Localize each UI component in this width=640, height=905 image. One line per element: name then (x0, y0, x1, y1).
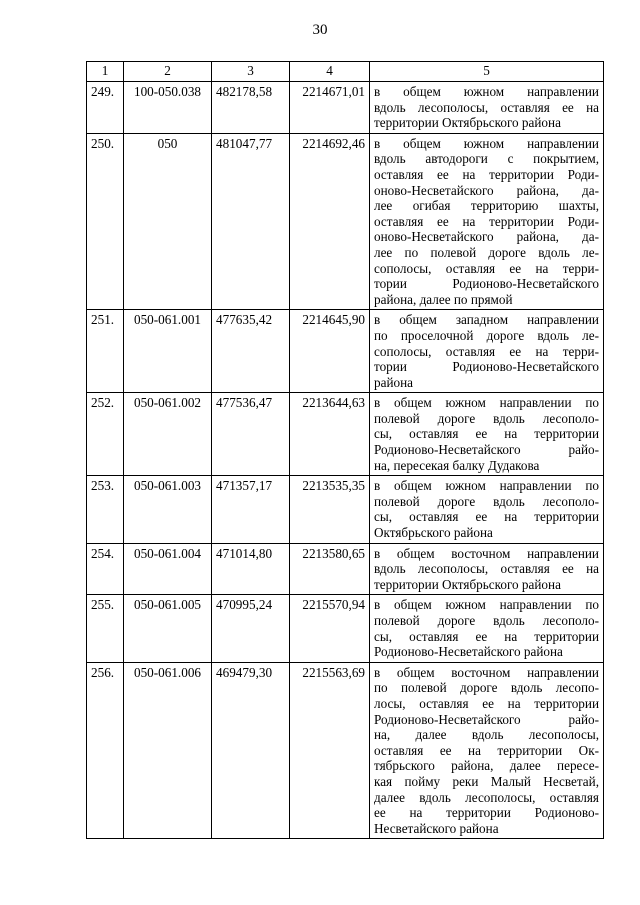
coordinate-y-cell: 2214692,46 (290, 133, 370, 310)
coordinate-y-cell: 2213580,65 (290, 543, 370, 595)
description-line: сы, оставляя ее на территории (374, 426, 599, 442)
description-line: оново-Несветайского района, да- (374, 229, 599, 245)
column-header-3: 3 (212, 62, 290, 82)
description-line: Родионово-Несветайского райо- (374, 711, 599, 727)
column-header-2: 2 (124, 62, 212, 82)
description-line: района (374, 374, 414, 390)
description-line: в общем восточном направлении (374, 545, 599, 561)
description-line: в общем южном направлении по (374, 478, 599, 494)
boundary-coordinates-table (86, 61, 604, 839)
description-line: Родионово-Несветайского района (374, 644, 563, 660)
coordinate-x-cell: 482178,58 (212, 82, 290, 134)
row-number-cell: 256. (87, 662, 124, 839)
coordinate-x-cell: 471357,17 (212, 476, 290, 543)
description-line: ее на территории Родионово- (374, 805, 599, 821)
description-line: Родионово-Несветайского райо- (374, 442, 599, 458)
route-description-cell (370, 543, 604, 595)
description-line: по полевой дороге вдоль лесопо- (374, 680, 599, 696)
description-line: полевой дороге вдоль лесополо- (374, 410, 599, 426)
description-line: вдоль лесополосы, оставляя ее на (374, 99, 599, 115)
description-line: сополосы, оставляя ее на терри- (374, 260, 599, 276)
row-number-cell: 250. (87, 133, 124, 310)
description-line: сы, оставляя ее на территории (374, 509, 599, 525)
description-line: по проселочной дороге вдоль ле- (374, 327, 599, 343)
description-line: оставляя ее на территории Роди- (374, 166, 599, 182)
table-row (87, 662, 604, 839)
table-row (87, 133, 604, 310)
route-description-cell (370, 595, 604, 662)
description-line: на, пересекая балку Дудакова (374, 457, 540, 473)
description-line: оставляя ее на территории Ок- (374, 742, 599, 758)
description-line: вдоль автодороги с покрытием, (374, 151, 599, 167)
route-description-cell (370, 310, 604, 393)
description-line: в общем восточном направлении (374, 664, 599, 680)
table-row (87, 393, 604, 476)
description-line: в общем южном направлении (374, 84, 599, 99)
description-line: далее вдоль лесополосы, оставляя (374, 789, 599, 805)
point-code-cell: 050-061.002 (124, 393, 212, 476)
description-line: Октябрьского района (374, 525, 493, 541)
coordinate-y-cell: 2213644,63 (290, 393, 370, 476)
point-code-cell: 050-061.006 (124, 662, 212, 839)
point-code-cell: 050-061.003 (124, 476, 212, 543)
description-line: района, далее по прямой (374, 291, 513, 307)
description-line: кая пойму реки Малый Несветай, (374, 773, 599, 789)
point-code-cell: 050 (124, 133, 212, 310)
coordinate-x-cell: 471014,80 (212, 543, 290, 595)
coordinate-x-cell: 477536,47 (212, 393, 290, 476)
table-header-row (87, 62, 604, 82)
table-row (87, 543, 604, 595)
description-line: Несветайского района (374, 820, 499, 836)
description-line: лосы, оставляя ее на территории (374, 695, 599, 711)
coordinate-x-cell: 477635,42 (212, 310, 290, 393)
description-line: вдоль лесополосы, оставляя ее на (374, 561, 599, 577)
table-row (87, 595, 604, 662)
description-line: оставляя ее на территории Роди- (374, 213, 599, 229)
description-line: сы, оставляя ее на территории (374, 628, 599, 644)
point-code-cell: 050-061.001 (124, 310, 212, 393)
row-number-cell: 252. (87, 393, 124, 476)
row-number-cell: 255. (87, 595, 124, 662)
table-row (87, 476, 604, 543)
point-code-cell: 050-061.005 (124, 595, 212, 662)
coordinate-x-cell: 470995,24 (212, 595, 290, 662)
column-header-5: 5 (370, 62, 604, 82)
description-line: на, далее вдоль лесополосы, (374, 727, 599, 743)
description-line: тории Родионово-Несветайского (374, 276, 599, 292)
description-line: сополосы, оставляя ее на терри- (374, 343, 599, 359)
table-row (87, 310, 604, 393)
description-line: полевой дороге вдоль лесополо- (374, 493, 599, 509)
description-line: в общем южном направлении по (374, 395, 599, 411)
route-description-cell (370, 662, 604, 839)
description-line: территории Октябрьского района (374, 115, 561, 131)
description-line: в общем западном направлении (374, 312, 599, 328)
column-header-4: 4 (290, 62, 370, 82)
description-line: тябрьского района, далее пересе- (374, 758, 599, 774)
coordinate-y-cell: 2213535,35 (290, 476, 370, 543)
row-number-cell: 254. (87, 543, 124, 595)
route-description-cell (370, 133, 604, 310)
table-row (87, 82, 604, 134)
coordinate-x-cell: 469479,30 (212, 662, 290, 839)
point-code-cell: 050-061.004 (124, 543, 212, 595)
coordinate-y-cell: 2214671,01 (290, 82, 370, 134)
description-line: оново-Несветайского района, да- (374, 182, 599, 198)
route-description-cell (370, 393, 604, 476)
description-line: полевой дороге вдоль лесополо- (374, 613, 599, 628)
description-line: в общем южном направлении по (374, 597, 599, 613)
row-number-cell: 251. (87, 310, 124, 393)
coordinate-y-cell: 2215570,94 (290, 595, 370, 662)
point-code-cell: 100-050.038 (124, 82, 212, 134)
route-description-cell (370, 476, 604, 543)
row-number-cell: 249. (87, 82, 124, 134)
description-line: лее по полевой дороге вдоль ле- (374, 244, 599, 260)
description-line: в общем южном направлении (374, 135, 599, 151)
description-line: лее огибая территорию шахты, (374, 198, 599, 214)
coordinate-y-cell: 2215563,69 (290, 662, 370, 839)
column-header-1: 1 (87, 62, 124, 82)
description-line: территории Октябрьского района (374, 576, 561, 592)
page-number: 30 (312, 22, 328, 38)
route-description-cell (370, 82, 604, 134)
coordinate-x-cell: 481047,77 (212, 133, 290, 310)
coordinate-y-cell: 2214645,90 (290, 310, 370, 393)
description-line: тории Родионово-Несветайского (374, 359, 599, 375)
row-number-cell: 253. (87, 476, 124, 543)
